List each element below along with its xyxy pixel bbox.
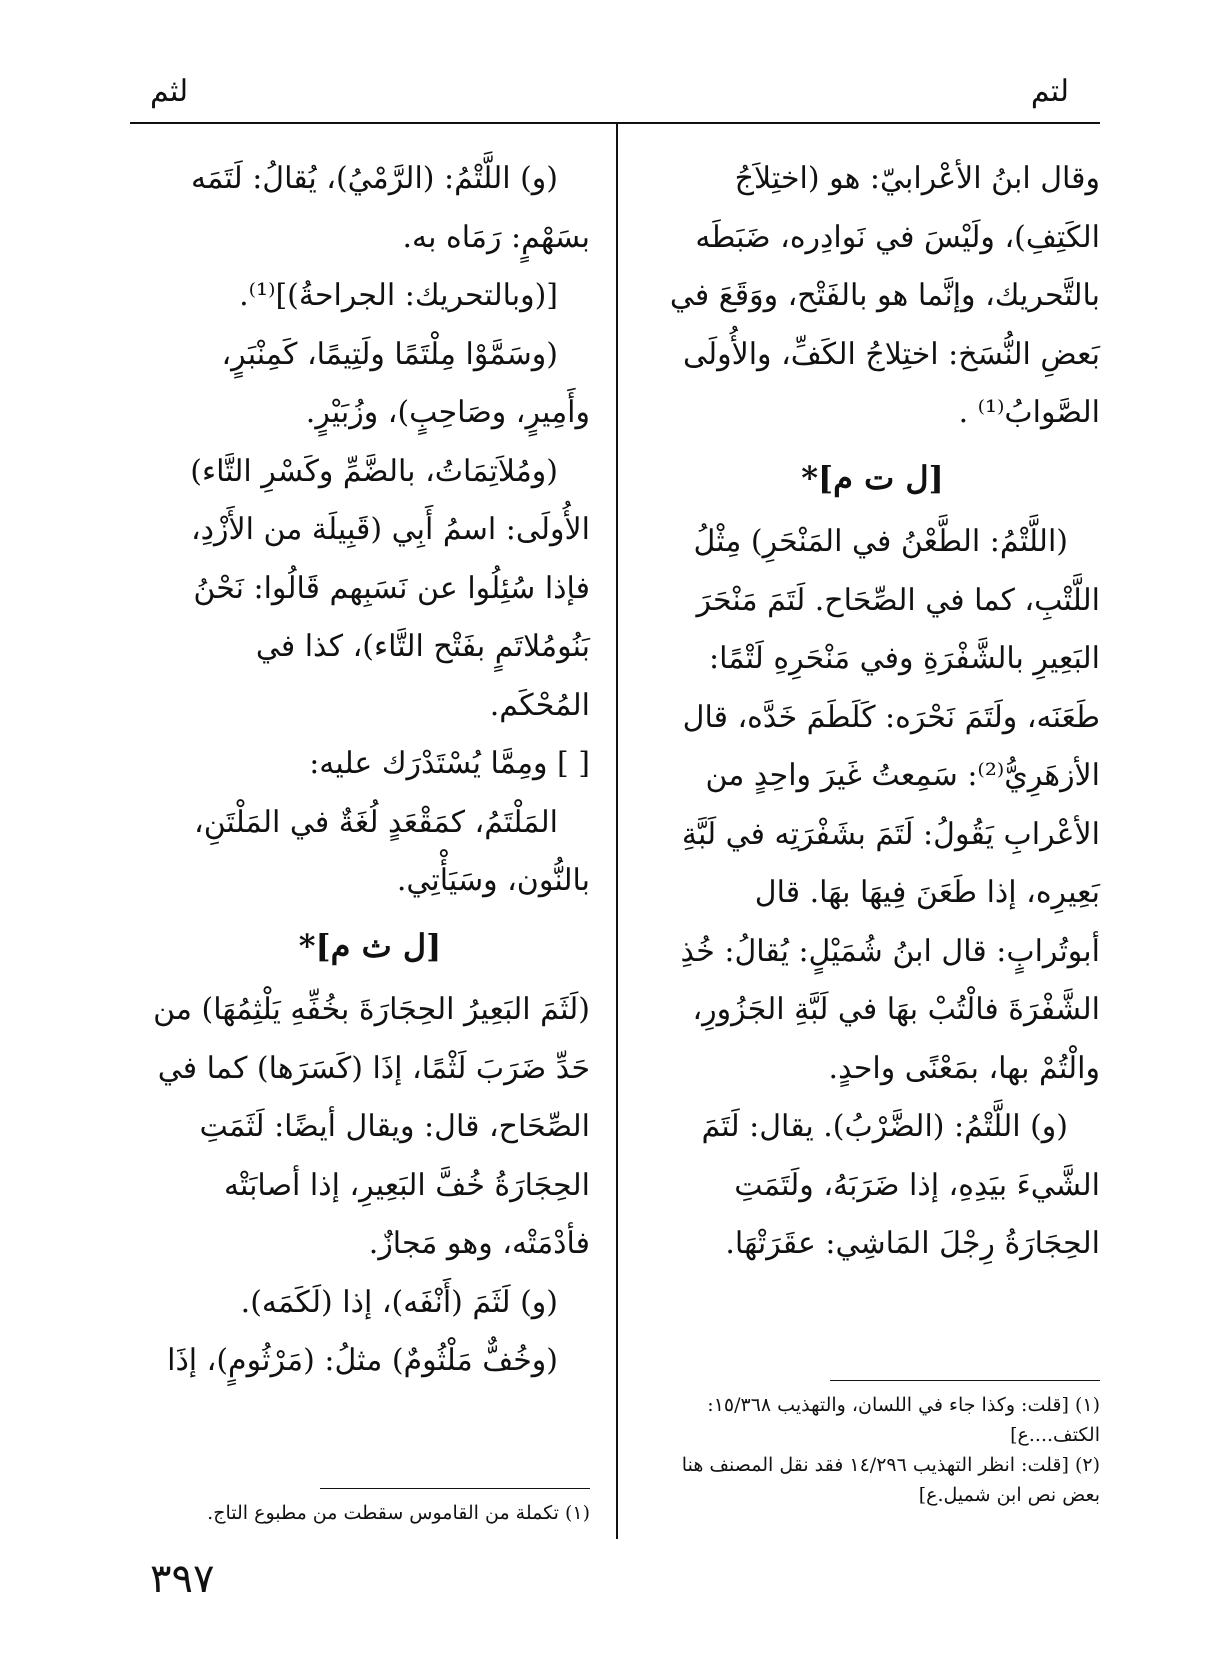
footnotes-right (645, 1390, 1100, 1510)
left-column (150, 150, 590, 1391)
running-header-left: لثم (150, 74, 189, 109)
footnote-rule (320, 1488, 590, 1489)
paragraph: وقال ابنُ الأعْرابيّ: هو (اختِلاَجُ الكَتِفِ)، ولَيْسَ في نَوادِره، ضَبَطَه بالتَّحريك، وإنَّما هو بالفَتْح، ووَقَعَ في بَعضِ النُّسَخ: اختِلاجُ الكَفِّ، والأُولَى الصَّوابُ⁽¹⁾ . (669, 161, 1100, 430)
paragraph: (و) اللَّتْمُ: (الرَّمْيُ)، يُقالُ: لَتَمَه بسَهْمٍ: رَمَاه به. (191, 161, 590, 255)
footnotes-left (150, 1498, 590, 1528)
header-rule (130, 122, 1100, 124)
paragraph: (و) اللَّتْمُ: (الضَّرْبُ). يقال: لَتَمَ الشَّيءَ بيَدِهِ، إذا ضَرَبَهُ، ولَتَمَتِ الحِجَارَةُ رِجْلَ المَاشِي: عقَرَتْهَا. (701, 1109, 1100, 1261)
paragraph: (ومُلاَتِمَاتُ، بالضَّمِّ وكَسْرِ التَّاء) الأُولَى: اسمُ أَبِي (قَبِيلَة من الأَزْدِ، فإذا سُئِلُوا عن نَسَبِهم قَالُوا: نَحْنُ بَنُومُلاتَمٍ بفَتْح التَّاء)، كذا في المُحْكَم. (190, 453, 590, 723)
paragraph: (وسَمَّوْا مِلْتَمًا ولَتِيمًا، كَمِنْبَرٍ، وأَمِيرٍ، وصَاحِبٍ)، وزُبَيْرٍ. (221, 336, 590, 430)
paragraph: المَلْتَمُ، كمَقْعَدٍ لُغَةٌ في المَلْتَنِ، بالنُّون، وسَيَأْتِي. (194, 804, 590, 898)
column-divider (616, 124, 618, 1539)
paragraph: (وخُفٌّ مَلْثُومٌ) مثلُ: (مَرْثُومٍ)، إذَا (167, 1343, 558, 1378)
right-column (645, 150, 1100, 1274)
footnote: (١) تكملة من القاموس سقطت من مطبوع التاج. (207, 1502, 590, 1524)
paragraph: (اللَّتْمُ: الطَّعْنُ في المَنْحَرِ) مِثْلُ اللَّتْبِ، كما في الصِّحَاح. لَتَمَ مَنْحَرَ البَعِيرِ بالشَّفْرَةِ وفي مَنْحَرِهِ لَتْمًا: طَعَنَه، ولَتَمَ نَحْرَه: كَلَطَمَ خَدَّه، قال الأزهَرِيُّ⁽²⁾: سَمِعتُ غَيرَ واحِدٍ من الأعْرابِ يَقُولُ: لَتَمَ بشَفْرَتِه في لَبَّةِ بَعِيرِه، إذا طَعَنَ فِيهَا بهَا. قال أبوتُرابٍ: قال ابنُ شُمَيْلٍ: يُقالُ: خُذِ الشَّفْرَةَ فالْتُبْ بهَا في لَبَّةِ الجَزُورِ، والْتُمْ بها، بمَعْنًى واحدٍ. (680, 524, 1100, 1086)
footnote: (١) [قلت: وكذا جاء في اللسان، والتهذيب ١٥/٣٦٨: الكتف....ع] (707, 1394, 1100, 1446)
paragraph: (و) لَثَمَ (أَنْفَه)، إذا (لَكَمَه). (240, 1284, 558, 1320)
paragraph: [ ] ومِمَّا يُسْتَدْرَك عليه: (309, 746, 590, 781)
page-number: ٣٩٧ (150, 1556, 215, 1602)
entry-heading: [ل ث م]* (298, 926, 442, 965)
footnote: (٢) [قلت: انظر التهذيب ١٤/٢٩٦ فقد نقل المصنف هنا بعض نص ابن شميل.ع] (681, 1454, 1100, 1506)
paragraph: [(وبالتحريك: الجراحةُ)]⁽¹⁾. (239, 278, 558, 313)
paragraph: (لَثَمَ البَعِيرُ الحِجَارَةَ بخُفِّهِ يَلْثِمُهَا) من حَدِّ ضَرَبَ لَثْمًا، إذَا (كَسَرَها) كما في الصِّحَاح، قال: ويقال أيضًا: لَثَمَتِ الحِجَارَةُ خُفَّ البَعِيرِ، إذا أصابَتْه فأدْمَتْه، وهو مَجازٌ. (153, 992, 590, 1261)
running-header-right: لتم (1030, 74, 1069, 109)
footnote-rule (830, 1380, 1100, 1381)
entry-heading: [ل ت م]* (801, 458, 944, 497)
